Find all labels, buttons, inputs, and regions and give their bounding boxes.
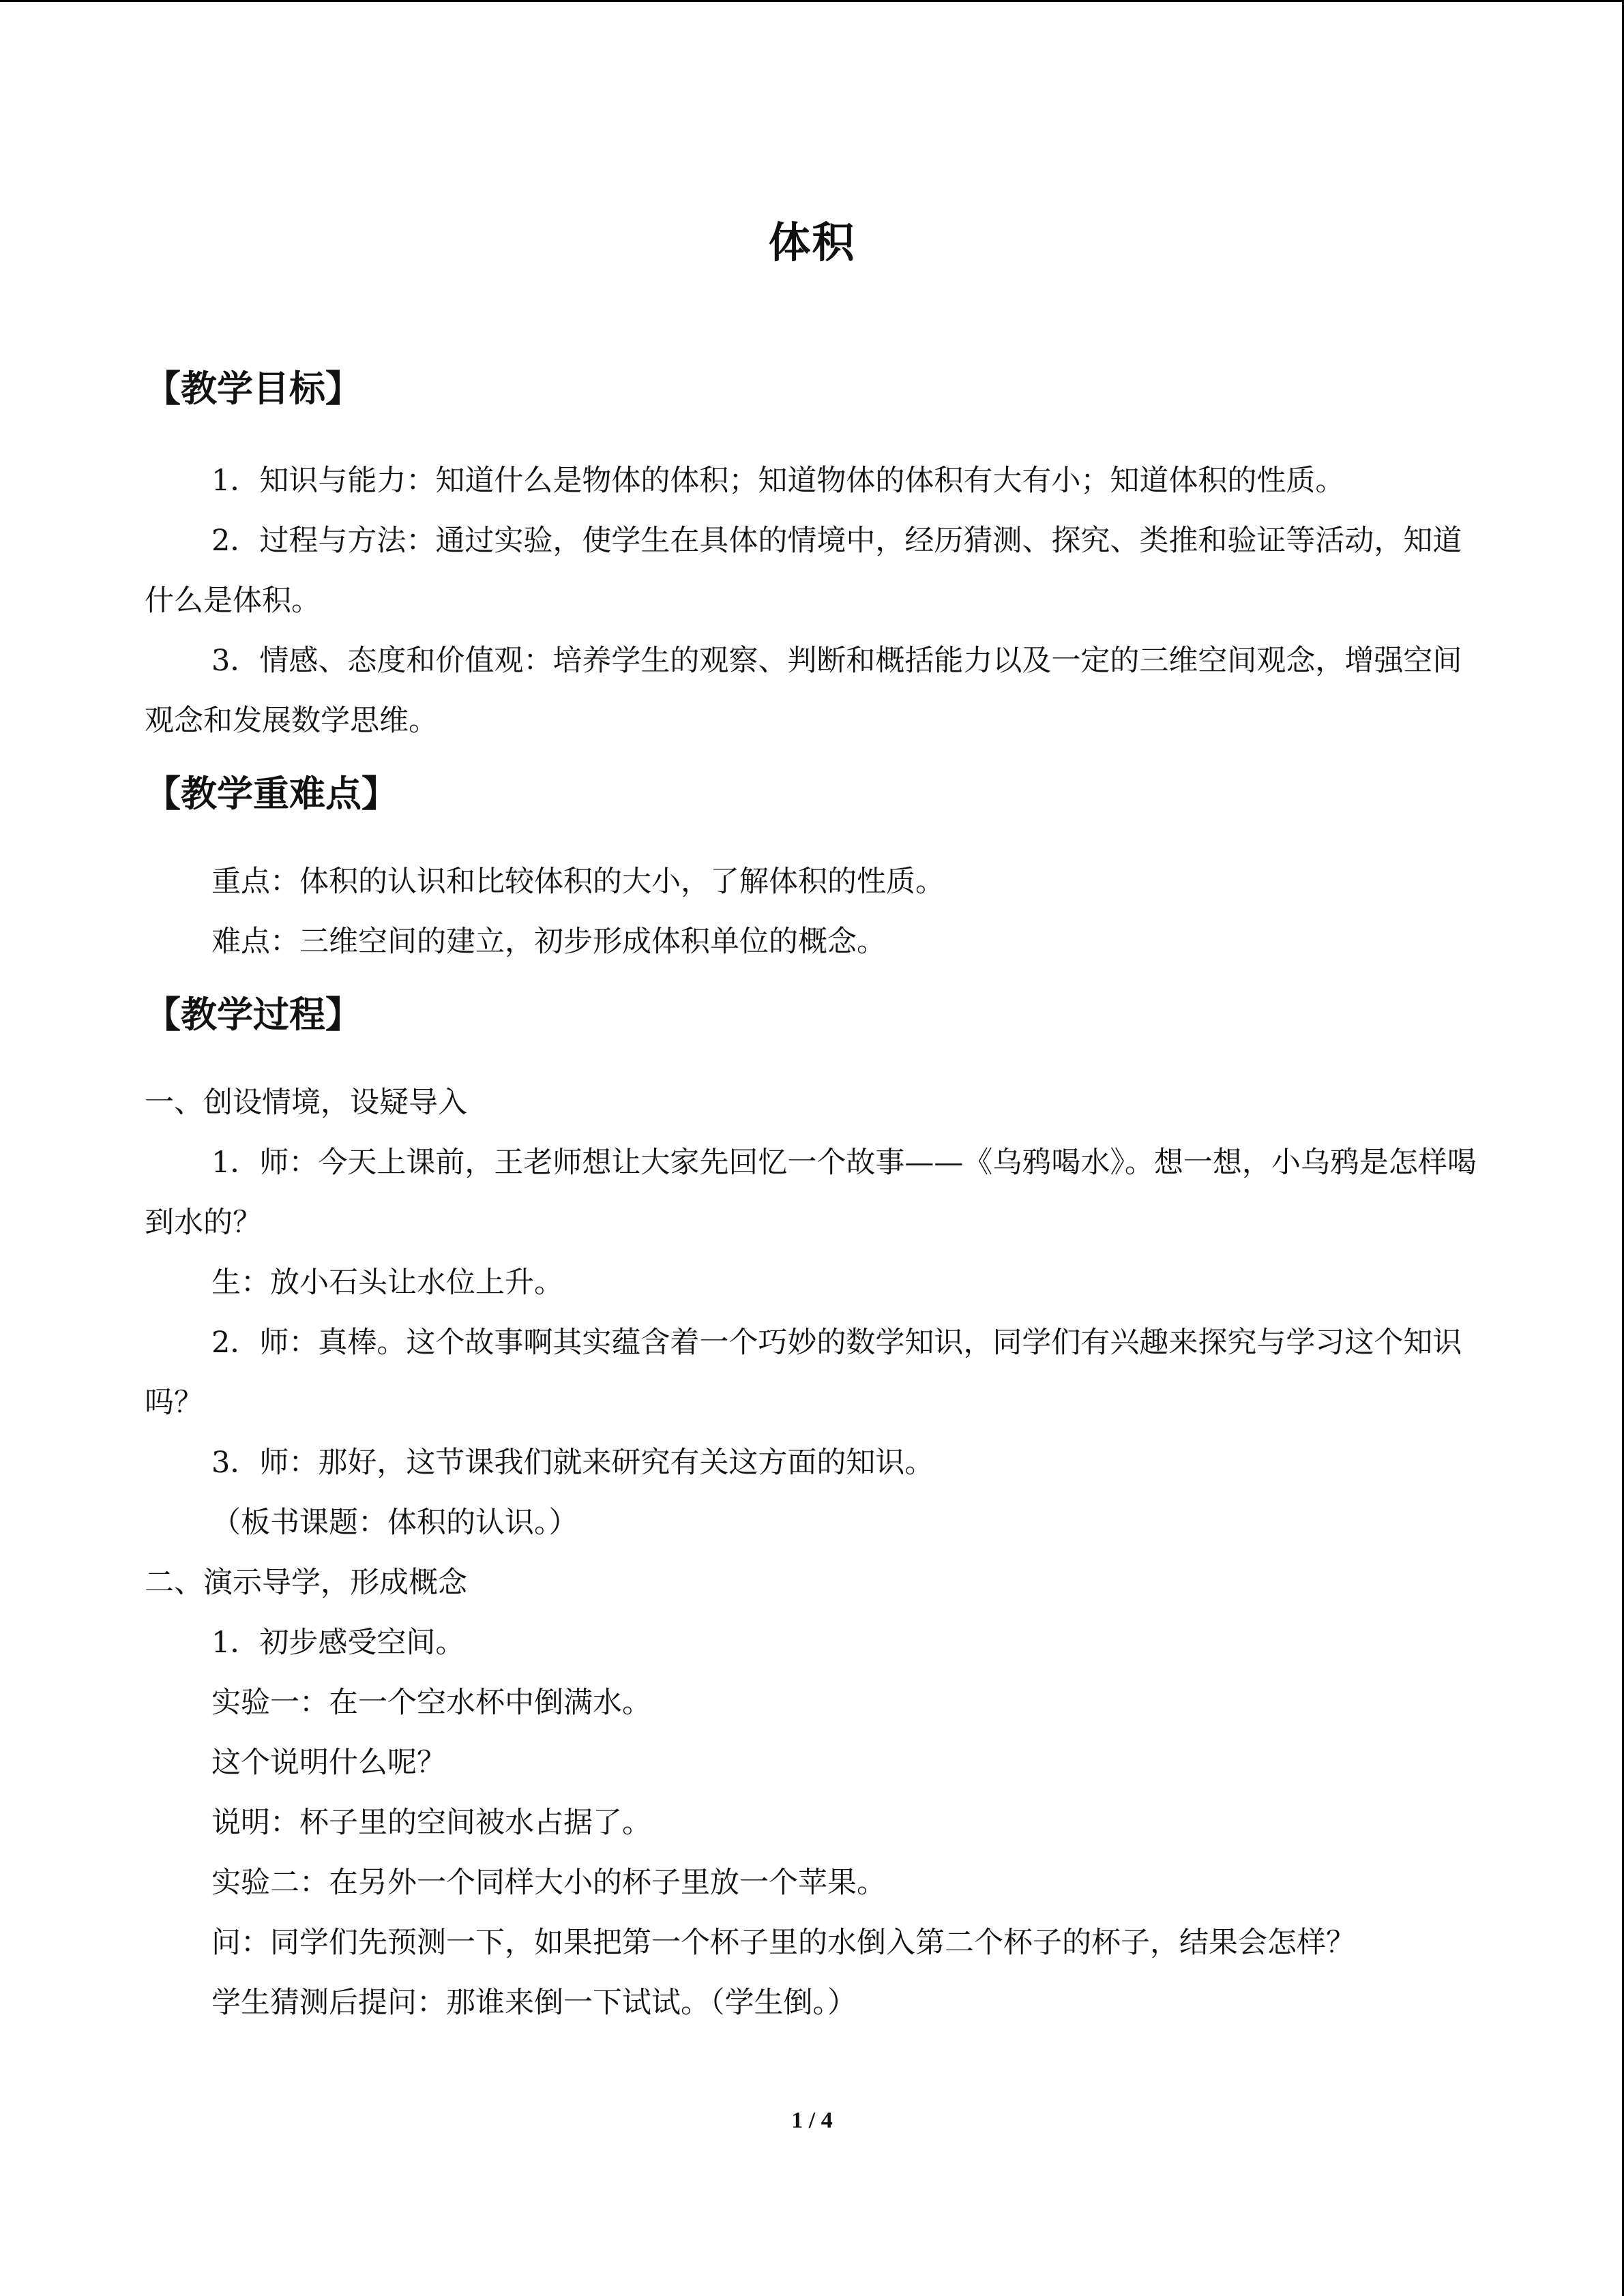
process-part2-line-6: 问：同学们先预测一下，如果把第一个杯子里的水倒入第二个杯子的杯子，结果会怎样？: [211, 1926, 1355, 1960]
section-heading-objectives: 【教学目标】: [145, 368, 361, 410]
process-part1-line-5: （板书课题：体积的认识。）: [211, 1506, 578, 1540]
page-number: 1 / 4: [791, 2108, 833, 2133]
process-part1-line-3: 2．师：真棒。这个故事啊其实蕴含着一个巧妙的数学知识，同学们有兴趣来探究与学习这个知识吗？: [145, 1326, 1462, 1420]
section-heading-keypoints: 【教学重难点】: [145, 773, 398, 815]
process-part1-line-4: 3．师：那好，这节课我们就来研究有关这方面的知识。: [211, 1446, 934, 1480]
keypoint-item-1: 重点：体积的认识和比较体积的大小，了解体积的性质。: [211, 865, 945, 899]
process-part2-line-1: 1．初步感受空间。: [211, 1626, 465, 1660]
process-part2-line-7: 学生猜测后提问：那谁来倒一下试试。（学生倒。）: [211, 1986, 857, 2020]
process-part1-title: 一、创设情境，设疑导入: [145, 1086, 467, 1120]
process-part1-line-2: 生：放小石头让水位上升。: [211, 1266, 563, 1300]
process-part2-line-3: 这个说明什么呢？: [211, 1746, 446, 1780]
process-part2-line-2: 实验一：在一个空水杯中倒满水。: [211, 1686, 651, 1720]
objective-item-1: 1．知识与能力：知道什么是物体的体积；知道物体的体积有大有小；知道体积的性质。: [211, 464, 1345, 498]
process-part1-line-1: 1．师：今天上课前，王老师想让大家先回忆一个故事——《乌鸦喝水》。想一想，小乌鸦是怎样喝到水的？: [145, 1146, 1477, 1240]
objective-item-3: 3．情感、态度和价值观：培养学生的观察、判断和概括能力以及一定的三维空间观念，增强空间观念和发展数学思维。: [145, 644, 1462, 738]
document-body: [145, 358, 1481, 2033]
objective-item-2: 2．过程与方法：通过实验，使学生在具体的情境中，经历猜测、探究、类推和验证等活动，知道什么是体积。: [145, 524, 1462, 618]
keypoint-item-2: 难点：三维空间的建立，初步形成体积单位的概念。: [211, 925, 886, 959]
page-title: 体积: [768, 218, 856, 267]
process-part2-line-4: 说明：杯子里的空间被水占据了。: [211, 1806, 651, 1840]
process-part2-line-5: 实验二：在另外一个同样大小的杯子里放一个苹果。: [211, 1866, 886, 1900]
process-part2-title: 二、演示导学，形成概念: [145, 1566, 467, 1600]
section-heading-process: 【教学过程】: [145, 994, 361, 1036]
